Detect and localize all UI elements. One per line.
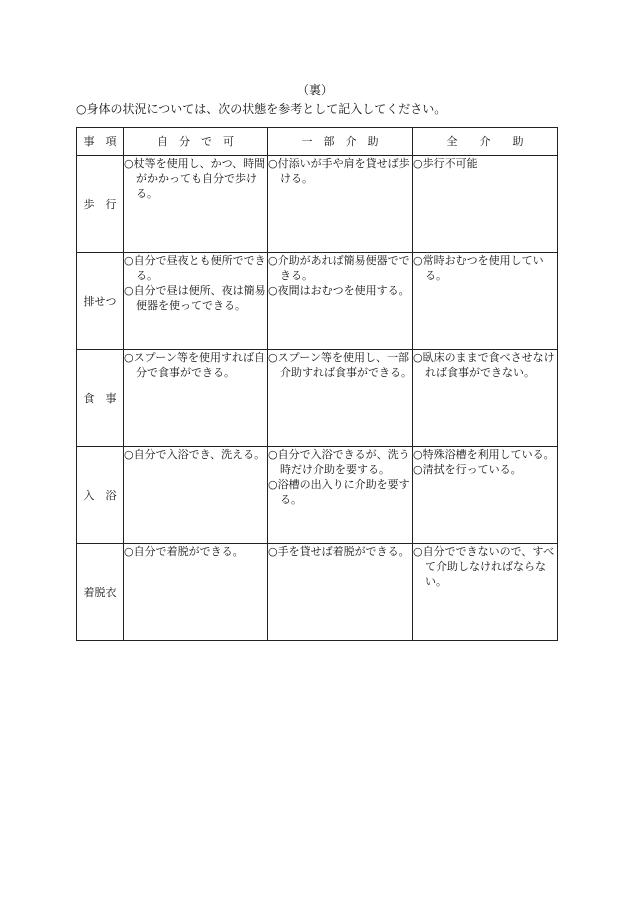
cell-partial [268,447,413,544]
cell-full [413,350,558,447]
cell-self [124,253,268,350]
cell-partial [268,350,413,447]
cell-entry: ○自分で入浴できるが、洗う時だけ介助を要する。 [268,448,410,476]
cell-entry: ○スプーン等を使用すれば自分で食事ができる。 [124,351,266,379]
cell-full [413,447,558,544]
row-item-meals: 食 事 [77,350,124,447]
row-item-excretion: 排せつ [77,253,124,350]
cell-self [124,156,268,253]
cell-entry: ○介助があれば簡易便器でできる。 [268,254,410,282]
cell-entry: ○自分で昼夜とも便所でできる。 [124,254,266,282]
cell-entry: ○浴槽の出入りに介助を要する。 [268,478,410,506]
header-item: 事 項 [77,128,124,156]
cell-full [413,544,558,641]
cell-full [413,156,558,253]
header-self: 自 分 で 可 [124,128,268,156]
table-row [77,544,558,641]
table-row [77,156,558,253]
cell-entry: ○清拭を行っている。 [413,463,522,476]
cell-self [124,447,268,544]
cell-partial [268,253,413,350]
cell-entry: ○夜間はおむつを使用する。 [268,284,410,297]
cell-entry: ○自分でできないので、すべて介助しなければならない。 [413,545,555,588]
page-side-label: （裏） [296,83,333,97]
cell-full [413,253,558,350]
header-full: 全 介 助 [413,128,558,156]
cell-self [124,544,268,641]
cell-entry: ○付添いが手や肩を貸せば歩ける。 [268,157,410,185]
cell-entry: ○歩行不可能 [413,157,478,170]
cell-entry: ○スプーン等を使用し、一部介助すれば食事ができる。 [268,351,412,379]
row-item-walking: 歩 行 [77,156,124,253]
cell-entry: ○手を貸せば着脱ができる。 [268,545,410,558]
table-header-row [77,128,558,156]
cell-entry: ○臥床のままで食べさせなければ食事ができない。 [413,351,555,379]
cell-entry: ○常時おむつを使用している。 [413,254,544,282]
cell-partial [268,156,413,253]
header-partial: 一 部 介 助 [268,128,413,156]
cell-entry: ○自分で着脱ができる。 [124,545,244,558]
cell-self [124,350,268,447]
table-row [77,350,558,447]
cell-partial [268,544,413,641]
row-item-dressing: 着脱衣 [77,544,124,641]
row-item-bathing: 入 浴 [77,447,124,544]
cell-entry: ○特殊浴槽を利用している。 [413,448,555,461]
table-row [77,447,558,544]
instruction-text: ○身体の状況については、次の状態を参考として記入してください。 [76,102,447,116]
table-row [77,253,558,350]
cell-entry: ○自分で入浴でき、洗える。 [124,448,266,461]
body-status-table [76,127,558,641]
cell-entry: ○自分で昼は便所、夜は簡易便器を使ってできる。 [124,284,266,312]
cell-entry: ○杖等を使用し、かつ、時間がかかっても自分で歩ける。 [124,157,266,200]
